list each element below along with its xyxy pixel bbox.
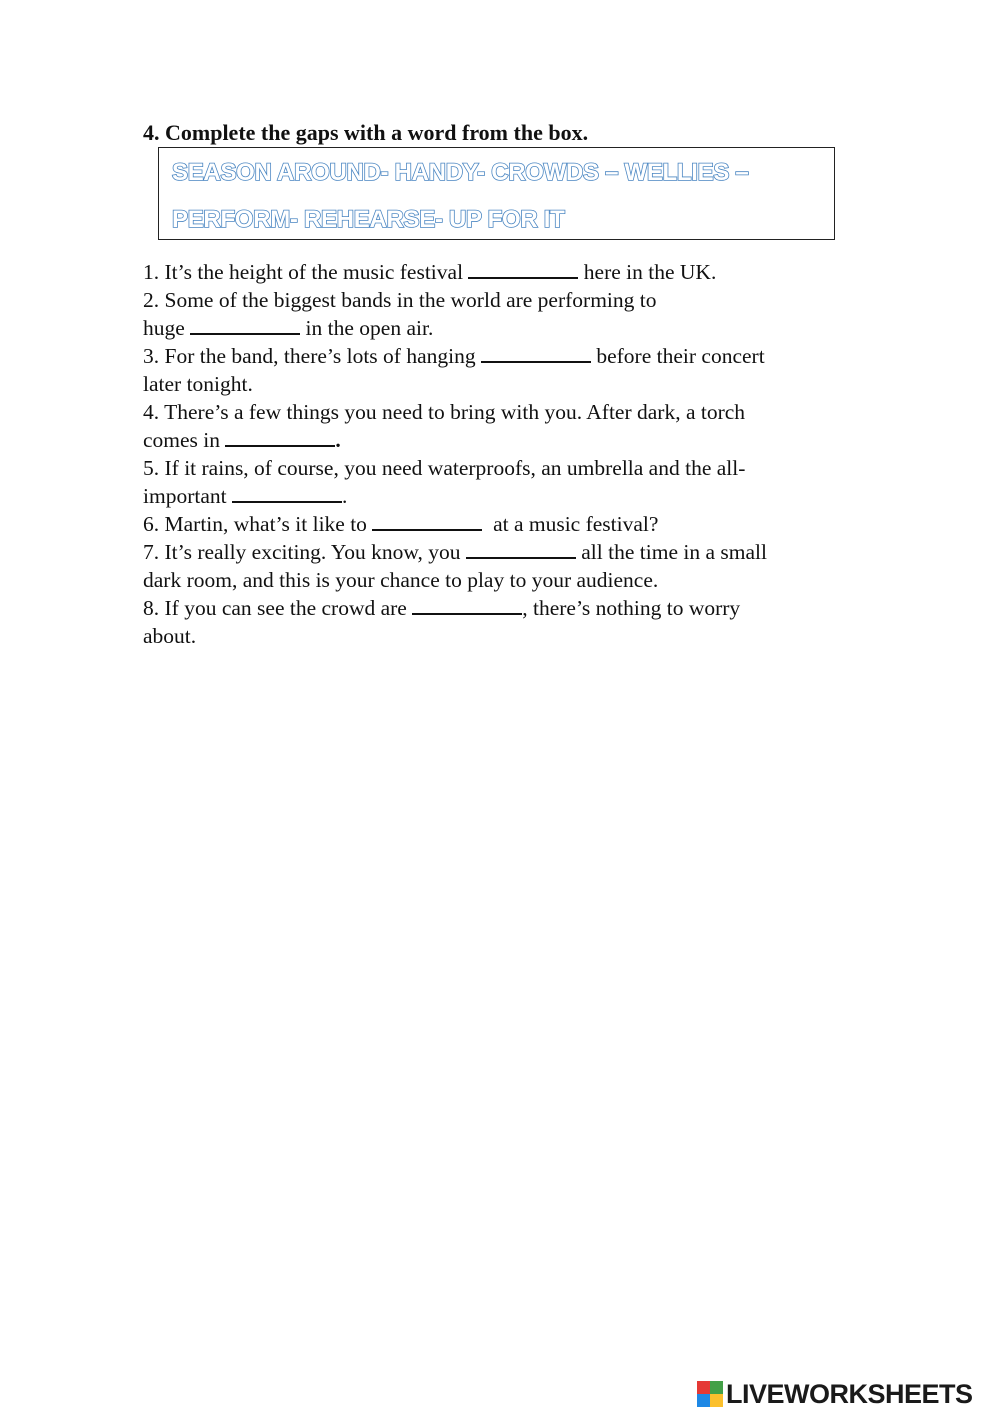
liveworksheets-logo-icon [697,1381,723,1407]
question-text: here in the UK. [578,260,717,284]
question-text: . [335,428,341,452]
question-text: before their concert [590,344,765,368]
word-box-line-1: SEASON AROUND- HANDY- CROWDS – WELLIES – [172,159,749,186]
question-text: at a music festival? [482,512,659,536]
word-box [158,147,835,240]
answer-gap-8[interactable] [412,595,522,615]
question-3-line-1 [143,342,767,370]
question-list [143,258,767,650]
question-3-line-2: later tonight. [143,372,253,396]
question-text: , there’s nothing to worry [522,596,741,620]
word-box-line-2: PERFORM- REHEARSE- UP FOR IT [172,206,565,233]
question-2-line-2 [143,314,767,342]
answer-gap-6[interactable] [372,511,482,531]
question-4-line-1: 4. There’s a few things you need to bring with you. After dark, a torch [143,400,746,424]
question-text: 6. Martin, what’s it like to [143,512,373,536]
question-1-line-1 [143,258,767,286]
question-text: 8. If you can see the crowd are [143,596,413,620]
question-5-line-1: 5. If it rains, of course, you need waterproofs, an umbrella and the all- [143,456,746,480]
question-text: 3. For the band, there’s lots of hanging [143,344,481,368]
question-4-line-2 [143,426,767,454]
question-text: 7. It’s really exciting. You know, you [143,540,466,564]
answer-gap-4[interactable] [225,427,335,447]
question-text: . [341,484,348,508]
question-text: comes in [143,428,226,452]
answer-gap-2[interactable] [190,315,300,335]
liveworksheets-logo[interactable] [697,1375,973,1413]
logo-text: LIVEWORKSHEETS [726,1378,973,1409]
question-7-line-1 [143,538,767,566]
question-text: 1. It’s the height of the music festival [143,260,469,284]
question-2-line-1: 2. Some of the biggest bands in the world are performing to [143,288,657,312]
question-5-line-2 [143,482,767,510]
question-text: huge [143,316,191,340]
question-7-line-2: dark room, and this is your chance to play to your audience. [143,568,659,592]
question-text: all the time in a small [575,540,767,564]
question-6-line-1 [143,510,767,538]
question-text: important [143,484,232,508]
question-text: in the open air. [300,316,434,340]
answer-gap-3[interactable] [481,343,591,363]
question-8-line-2: about. [143,624,197,648]
answer-gap-5[interactable] [232,483,342,503]
exercise-title: 4. Complete the gaps with a word from the box. [143,120,589,145]
answer-gap-1[interactable] [468,259,578,279]
question-8-line-1 [143,594,767,622]
answer-gap-7[interactable] [466,539,576,559]
